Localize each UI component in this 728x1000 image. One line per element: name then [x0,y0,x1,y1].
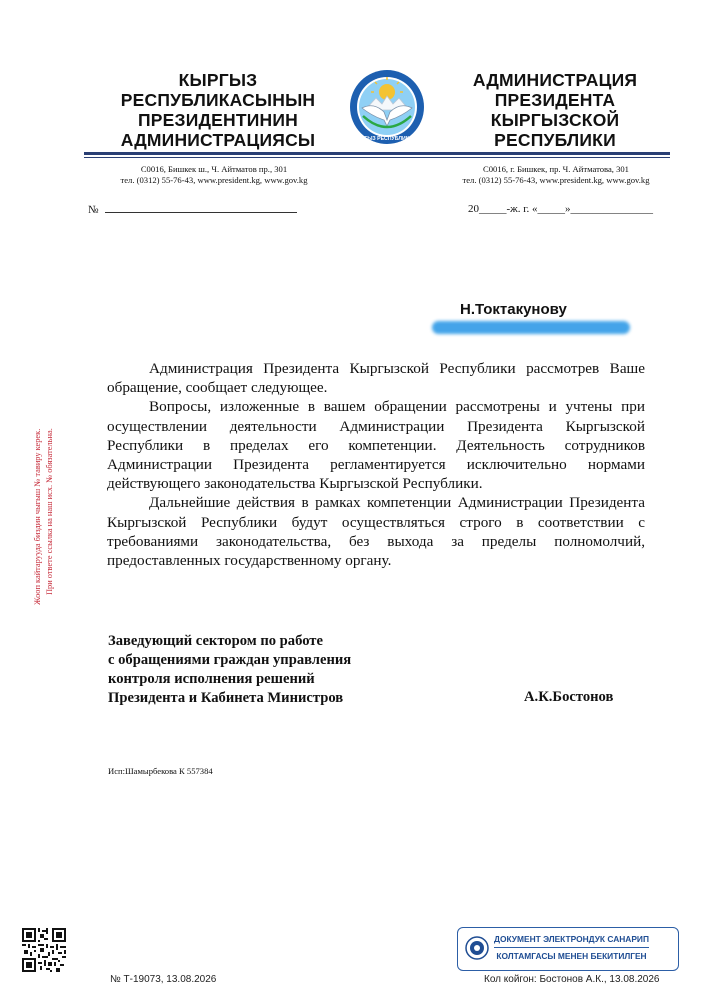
state-emblem-icon [348,68,426,146]
recipient-name: Н.Токтакунову [460,301,567,318]
stamp-divider [494,947,649,948]
stamp-line: КОЛТАМГАСЫ МЕНЕН БЕКИТИЛГЕН [496,951,647,961]
header-left-address [98,164,330,186]
address-line: С0016, г. Бишкек, пр. Ч. Айтматова, 301 [483,164,629,174]
signatory-title-line: контроля исполнения решений [108,671,315,687]
header-right-line: КЫРГЫЗСКОЙ [490,110,620,130]
header-right-title [430,70,680,150]
header-left-line: РЕСПУБЛИКАСЫНЫН [120,90,316,110]
body-paragraph: Вопросы, изложенные в вашем обращении рассмотрены и учтены при осуществлении деятельности Администрации Президента Кыргызской Республики в пределах его компетенции. Деятельность сотрудников Администрации Президента регламентируется исключительно нормами действующего законодательства Кыргызской Республики. [107,398,645,493]
body-paragraph: Дальнейшие действия в рамках компетенции Администрации Президента Кыргызской Республики будут осуществляться строго в соответствии с требованиями законодательства, без выхода за пределы полномолчий, предоставленных государственному органу. [107,494,645,570]
header-right-line: АДМИНИСТРАЦИЯ [472,70,638,90]
qr-code [22,928,66,972]
header-rule-thin [84,157,670,158]
executor-note: Исп:Шамырбекова К 557384 [108,766,213,776]
header-left-line: КЫРГЫЗ [178,70,258,90]
number-blank [105,203,297,213]
address-line: тел. (0312) 55-76-43, www.president.kg, www.gov.kg [120,175,308,185]
header-left-line: ПРЕЗИДЕНТИНИН [138,110,298,130]
signatory-title-line: с обращениями граждан управления [108,652,352,668]
header-left-line: АДМИНИСТРАЦИЯСЫ [120,130,316,150]
signatory-title-line: Заведующий сектором по работе [108,633,323,649]
address-line: тел. (0312) 55-76-43, www.president.kg, www.gov.kg [462,175,650,185]
outgoing-number-field [88,203,297,216]
address-line: С0016, Бишкек ш., Ч. Айтматов пр., 301 [140,164,288,174]
side-note-line: Жооп кайтарууда биздин чыгыш № тавиру керек. [33,428,42,605]
number-sign: № [88,204,99,216]
signatory-title-line: Президента и Кабинета Министров [108,690,344,706]
e-signature-stamp [457,927,679,971]
body-paragraph: Администрация Президента Кыргызской Республики рассмотрев Ваше обращение, сообщает следующее. [107,360,645,397]
header-right-address [440,164,672,186]
redaction-mark [432,321,630,334]
stamp-emblem-icon [465,936,489,960]
stamp-text [494,933,649,963]
signatory-name: А.К.Бостонов [524,689,614,705]
signatory-title [108,632,351,708]
footer-signed-by: Кол койгон: Бостонов А.К., 13.08.2026 [484,974,660,985]
stamp-line: ДОКУМЕНТ ЭЛЕКТРОНДУК САНАРИП [494,934,649,944]
header-left-title [96,70,340,150]
header-right-line: ПРЕЗИДЕНТА [494,90,616,110]
emblem-text: КЫРГЫЗ РЕСПУБЛИКАСЫ [352,136,422,142]
side-note-line: При ответе ссылка на наш исх. № обязательна. [45,428,54,595]
header-rule-thick [84,152,670,155]
letter-body [107,359,645,570]
date-field: 20_____-ж. г. «_____»_______________ [468,203,654,215]
header-right-line: РЕСПУБЛИКИ [494,130,616,150]
footer-doc-number: № Т-19073, 13.08.2026 [110,974,217,985]
